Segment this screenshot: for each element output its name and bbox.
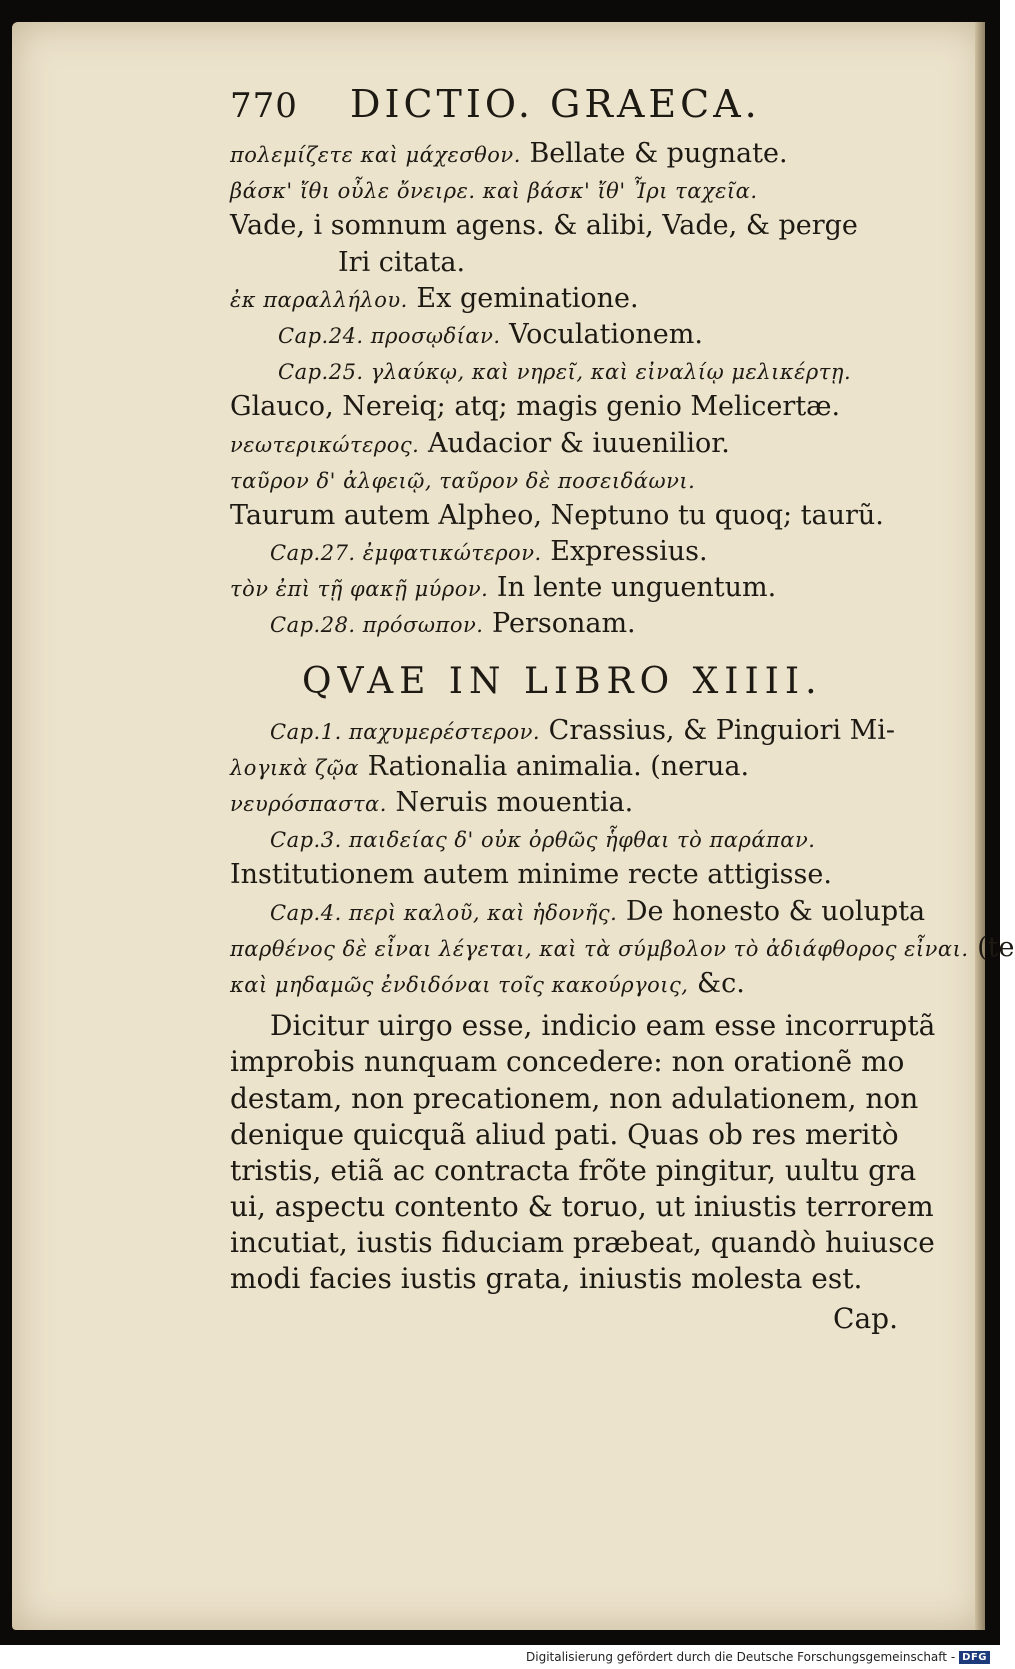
greek-phrase: Cap.25. γλαύκῳ, καὶ νηρεῖ, καὶ εἰναλίῳ μελικέρτῃ.: [278, 360, 852, 385]
dfg-logo: DFG: [959, 1651, 990, 1664]
text-line: [230, 317, 950, 353]
latin-translation: Personam.: [492, 608, 636, 640]
greek-phrase: Cap.4. περὶ καλοῦ, καὶ ἡδονῆς.: [270, 900, 618, 925]
greek-phrase: καὶ μηδαμῶς ἐνδιδόναι τοῖς κακούργοις,: [230, 972, 689, 997]
latin-translation: Glauco, Nereiq; atq; magis genio Melicertæ.: [230, 391, 841, 423]
text-line: [230, 389, 950, 425]
paragraph-line: destam, non precationem, non adulationem, non: [230, 1081, 919, 1115]
text-line: [230, 821, 950, 857]
greek-phrase: βάσκ' ἴθι οὖλε ὄνειρε. καὶ βάσκ' ἴθ' Ἶρι ταχεῖα.: [230, 179, 758, 204]
greek-phrase: νεωτερικώτερος.: [230, 432, 420, 457]
greek-phrase: ἐκ παραλλήλου.: [230, 287, 408, 312]
text-line: [230, 245, 950, 281]
latin-translation: Ex geminatione.: [416, 282, 639, 314]
text-line: [230, 534, 950, 570]
text-line: [230, 966, 950, 1002]
top-lines: [230, 136, 950, 643]
latin-translation: &c.: [697, 967, 745, 999]
latin-translation: (te: [977, 931, 1015, 963]
latin-translation: Audacior & iuuenilior.: [427, 427, 730, 459]
paragraph-line: improbis nunquam concedere: non orationẽ mo: [230, 1045, 905, 1079]
latin-translation: Expressius.: [550, 536, 708, 568]
section-title: QVAE IN LIBRO XIIII.: [302, 660, 823, 702]
latin-translation: Bellate & pugnate.: [529, 138, 788, 169]
greek-phrase: Cap.24. προσῳδίαν.: [278, 323, 501, 348]
text-line: [230, 498, 950, 534]
text-line: [230, 930, 1015, 966]
latin-translation: In lente unguentum.: [496, 572, 777, 604]
latin-translation: De honesto & uolupta: [625, 895, 926, 927]
latin-translation: Vade, i somnum agens. & alibi, Vade, & perge: [230, 210, 858, 242]
greek-phrase: τὸν ἐπὶ τῇ φακῇ μύρον.: [230, 577, 489, 602]
paragraph-line: incutiat, iustis fiduciam præbeat, quandò huiusce: [230, 1226, 935, 1260]
running-header: [230, 82, 950, 136]
paragraph-line: ui, aspectu contento & toruo, ut iniustis terrorem: [230, 1190, 934, 1224]
paragraph-line: modi facies iustis grata, iniustis molesta est.: [230, 1262, 863, 1296]
commentary-paragraph: [230, 1008, 950, 1298]
greek-phrase: λογικὰ ζῷα: [230, 755, 360, 780]
latin-translation: Institutionem autem minime recte attigisse.: [230, 859, 832, 891]
latin-translation: Voculationem.: [509, 318, 703, 350]
text-block: [230, 82, 1015, 1340]
text-line: [230, 281, 950, 317]
text-line: [230, 713, 950, 749]
latin-translation: Iri citata.: [338, 246, 466, 278]
greek-phrase: νευρόσπαστα.: [230, 792, 387, 816]
page-edge: [975, 22, 985, 1630]
text-line: [230, 208, 950, 244]
running-title: DICTIO. GRAECA.: [350, 82, 761, 126]
text-line: [230, 462, 950, 498]
greek-phrase: παρθένος δὲ εἶναι λέγεται, καὶ τὰ σύμβολον τὸ ἀδιάφθορος εἶναι.: [230, 936, 969, 961]
text-line: [230, 172, 950, 208]
latin-translation: Neruis mouentia.: [395, 787, 634, 818]
paragraph-line: tristis, etiã ac contracta frõte pingitur, uultu gra: [230, 1153, 917, 1187]
text-line: [230, 136, 950, 172]
text-line: [230, 749, 950, 785]
paragraph-line: denique quicquã aliud pati. Quas ob res meritò: [230, 1117, 899, 1151]
paragraph-line: Dicitur uirgo esse, indicio eam esse incorruptã: [270, 1009, 936, 1043]
greek-phrase: ταῦρον δ' ἀλφειῷ, ταῦρον δὲ ποσειδάωνι.: [230, 468, 696, 493]
catchword: Cap.: [833, 1301, 898, 1335]
page-number: 770: [230, 86, 298, 126]
text-line: [230, 785, 950, 821]
text-line: [230, 857, 950, 893]
text-line: [230, 570, 950, 606]
text-line: [230, 353, 950, 389]
latin-translation: Crassius, & Pinguiori Mi-: [548, 714, 895, 746]
greek-phrase: Cap.27. ἐμφατικώτερον.: [270, 541, 542, 566]
bottom-lines: [230, 713, 1015, 1003]
greek-phrase: Cap.28. πρόσωπον.: [270, 613, 484, 638]
digitization-footer: [0, 1645, 1000, 1669]
text-line: [230, 426, 950, 462]
latin-translation: Taurum autem Alpheo, Neptuno tu quoq; taurũ.: [230, 499, 884, 531]
greek-phrase: Cap.1. παχυμερέστερον.: [270, 719, 541, 744]
greek-phrase: Cap.3. παιδείας δ' οὐκ ὀρθῶς ἧφθαι τὸ παράπαν.: [270, 828, 816, 853]
funding-credit: Digitalisierung gefördert durch die Deutsche Forschungsgemeinschaft -: [526, 1650, 956, 1664]
greek-phrase: πολεμίζετε καὶ μάχεσθον.: [230, 143, 521, 167]
text-line: [230, 606, 950, 642]
text-line: [230, 894, 950, 930]
latin-translation: Rationalia animalia. (nerua.: [367, 750, 750, 782]
